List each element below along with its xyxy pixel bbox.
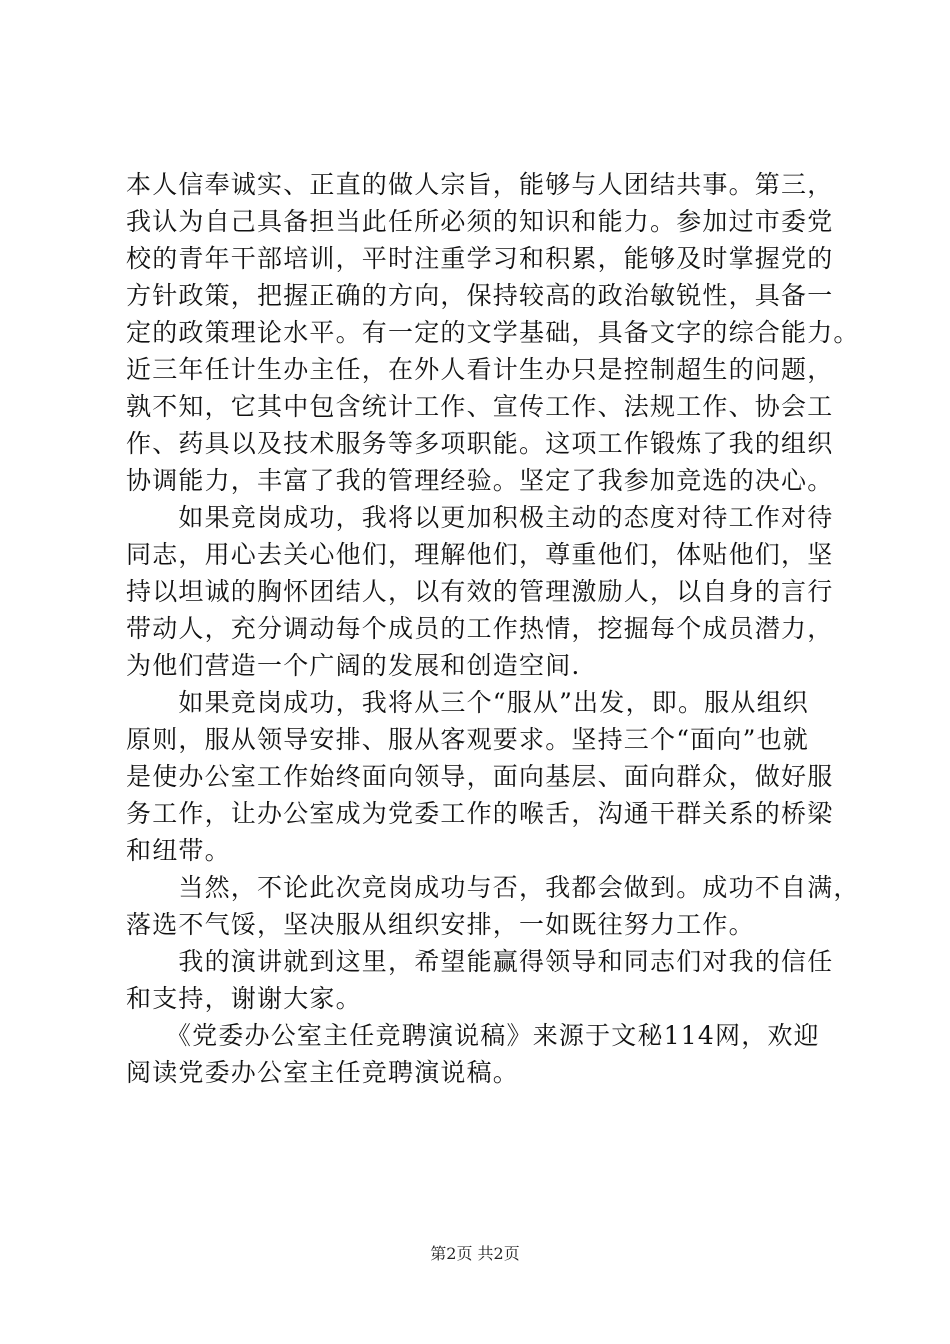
text-line: 务工作，让办公室成为党委工作的喉舌，沟通干群关系的桥梁 xyxy=(126,799,834,828)
text-line: 我认为自己具备担当此任所必须的知识和能力。参加过市委党 xyxy=(126,207,834,236)
text-line: 方针政策，把握正确的方向，保持较高的政治敏锐性，具备一 xyxy=(126,281,834,310)
text-line: 作、药具以及技术服务等多项职能。这项工作锻炼了我的组织 xyxy=(126,429,834,458)
text-line: 当然，不论此次竞岗成功与否，我都会做到。成功不自满， xyxy=(126,873,860,902)
text-line: 带动人，充分调动每个成员的工作热情，挖掘每个成员潜力， xyxy=(126,614,834,643)
text-line: 原则，服从领导安排、服从客观要求。坚持三个“面向”也就 xyxy=(126,725,809,754)
text-line: 近三年任计生办主任，在外人看计生办只是控制超生的问题， xyxy=(126,355,834,384)
text-line: 本人信奉诚实、正直的做人宗旨，能够与人团结共事。第三， xyxy=(126,170,834,199)
document-body xyxy=(126,166,860,1091)
text-line: 协调能力，丰富了我的管理经验。坚定了我参加竞选的决心。 xyxy=(126,466,834,495)
text-line: 持以坦诚的胸怀团结人，以有效的管理激励人，以自身的言行 xyxy=(126,577,834,606)
text-line: 我的演讲就到这里，希望能赢得领导和同志们对我的信任 xyxy=(126,947,834,976)
text-line: 阅读党委办公室主任竞聘演说稿。 xyxy=(126,1058,520,1087)
text-line: 如果竞岗成功，我将从三个“服从”出发，即。服从组织 xyxy=(126,688,809,717)
text-line: 校的青年干部培训，平时注重学习和积累，能够及时掌握党的 xyxy=(126,244,834,273)
text-line: 为他们营造一个广阔的发展和创造空间. xyxy=(126,651,581,680)
text-line: 孰不知，它其中包含统计工作、宣传工作、法规工作、协会工 xyxy=(126,392,834,421)
text-line: 如果竞岗成功，我将以更加积极主动的态度对待工作对待 xyxy=(126,503,834,532)
text-line: 《党委办公室主任竞聘演说稿》来源于文秘114网，欢迎 xyxy=(126,1021,820,1050)
text-line: 是使办公室工作始终面向领导，面向基层、面向群众，做好服 xyxy=(126,762,834,791)
text-line: 定的政策理论水平。有一定的文学基础，具备文字的综合能力。 xyxy=(126,318,860,347)
text-line: 和支持，谢谢大家。 xyxy=(126,984,362,1013)
text-line: 落选不气馁，坚决服从组织安排，一如既往努力工作。 xyxy=(126,910,755,939)
text-line: 同志，用心去关心他们，理解他们，尊重他们，体贴他们，坚 xyxy=(126,540,834,569)
page-footer: 第2页 共2页 xyxy=(430,1244,520,1263)
text-line: 和纽带。 xyxy=(126,836,231,865)
